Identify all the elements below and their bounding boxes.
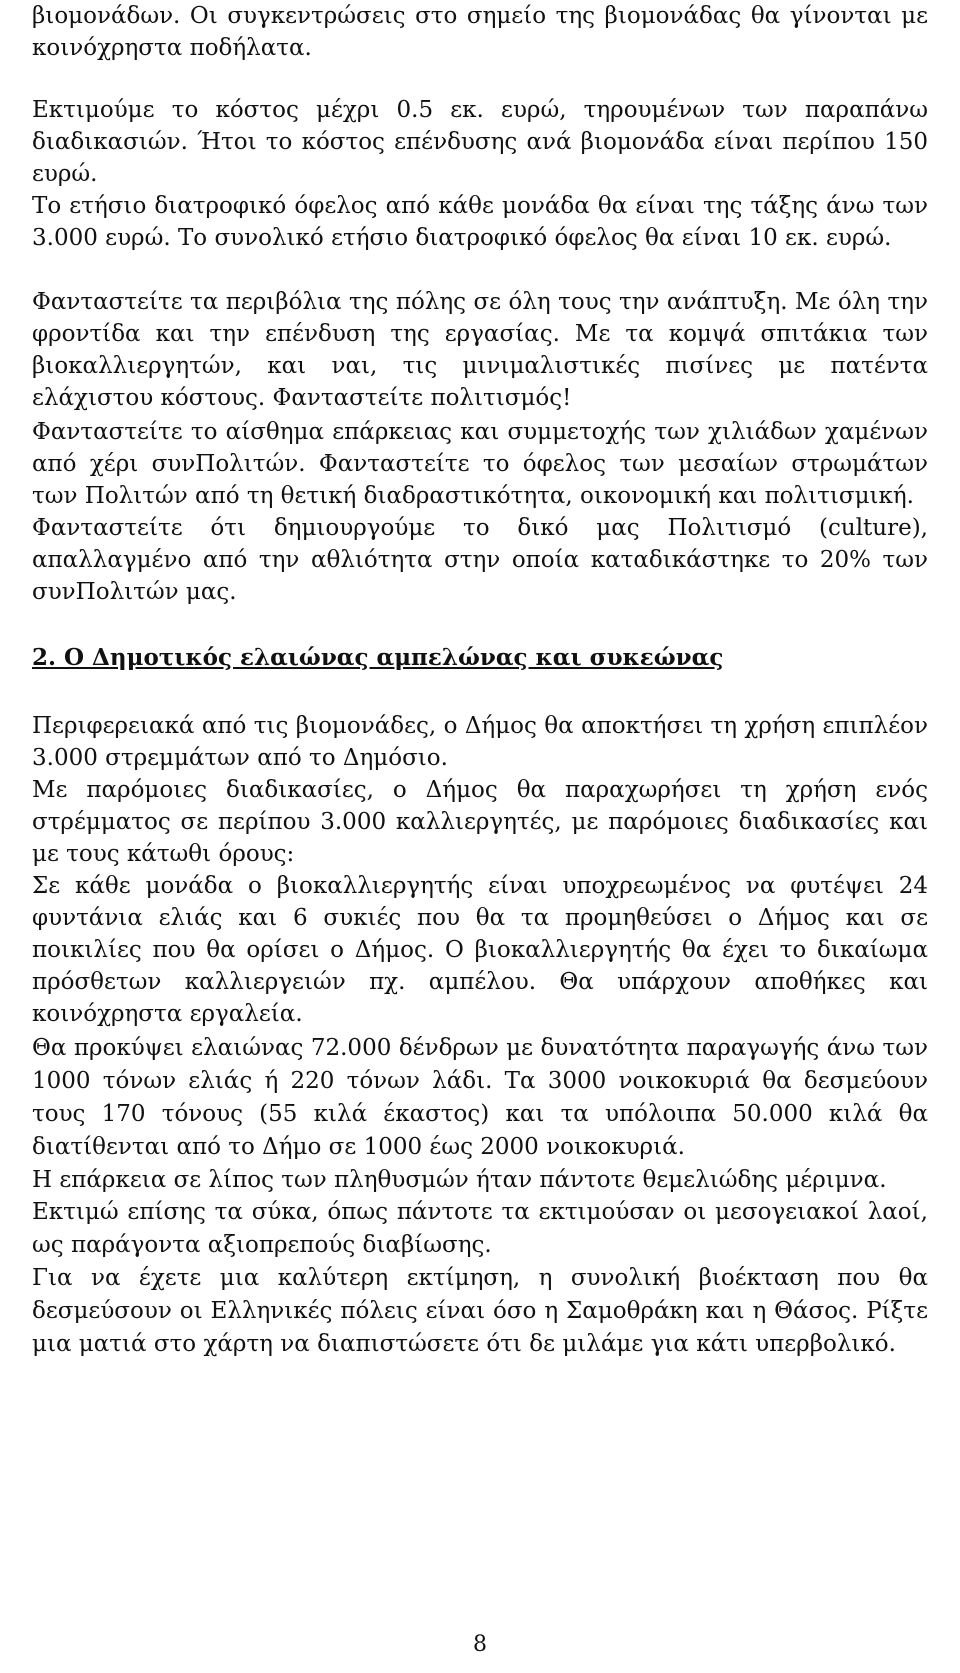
paragraph-figs: Εκτιμώ επίσης τα σύκα, όπως πάντοτε τα εκτιμούσαν οι μεσογειακοί λαοί, ως παράγοντα αξιοπρεπούς διαβίωσης.	[32, 1199, 928, 1258]
paragraph-terms-intro: Με παρόμοιες διαδικασίες, ο Δήμος θα παραχωρήσει τη χρήση ενός στρέμματος σε περίπου 3.000 καλλιεργητές, με παρόμοιες διαδικασίες και με τους κάτωθι όρους:	[32, 777, 928, 867]
paragraph-bike-sharing: βιομονάδων. Οι συγκεντρώσεις στο σημείο της βιομονάδας θα γίνονται με κοινόχρηστα ποδήλατα.	[32, 3, 928, 61]
paragraph-bio-area: Για να έχετε μια καλύτερη εκτίμηση, η συνολική βιοέκταση που θα δεσμεύσουν οι Ελληνικές πόλεις είναι όσο η Σαμοθράκη και η Θάσος. Ρίξτε μια ματιά στο χάρτη να διαπιστώσετε ότι δε μιλάμε για κάτι υπερβολικό.	[32, 1265, 928, 1357]
page-number: 8	[473, 1632, 487, 1657]
paragraph-planting-obligation: Σε κάθε μονάδα ο βιοκαλλιεργητής είναι υποχρεωμένος να φυτέψει 24 φυντάνια ελιάς και 6 συκιές που θα τα προμηθεύσει ο Δήμος και σε ποικιλίες που θα ορίσει ο Δήμος. Ο βιοκαλλιεργητής θα έχει το δικαίωμα πρόσθετων καλλιεργειών πχ. αμπέλου. Θα υπάρχουν αποθήκες και κοινόχρηστα εργαλεία.	[32, 873, 928, 1027]
paragraph-imagine-culture: Φανταστείτε ότι δημιουργούμε το δικό μας Πολιτισμό (culture), απαλλαγμένο από την αθλιότητα στην οποία καταδικάστηκε το 20% των συνΠολιτών μας.	[32, 515, 928, 605]
section-heading: 2. Ο Δημοτικός ελαιώνας αμπελώνας και συκεώνας	[32, 644, 724, 671]
paragraph-additional-land: Περιφερειακά από τις βιομονάδες, ο Δήμος θα αποκτήσει τη χρήση επιπλέον 3.000 στρεμμάτων από το Δημόσιο.	[32, 713, 928, 771]
paragraph-investment-cost: Εκτιμούμε το κόστος μέχρι 0.5 εκ. ευρώ, τηρουμένων των παραπάνω διαδικασιών. Ήτοι το κόστος επένδυσης ανά βιομονάδα είναι περίπου 150 ευρώ.	[32, 97, 928, 187]
paragraph-olive-production: Θα προκύψει ελαιώνας 72.000 δένδρων με δυνατότητα παραγωγής άνω των 1000 τόνων ελιάς ή 220 τόνων λάδι. Τα 3000 νοικοκυριά θα δεσμεύουν τους 170 τόνους (55 κιλά έκαστος) και τα υπόλοιπα 50.000 κιλά θα διατίθενται από το Δήμο σε 1000 έως 2000 νοικοκυριά.	[32, 1035, 928, 1160]
paragraph-imagine-sufficiency: Φανταστείτε το αίσθημα επάρκειας και συμμετοχής των χιλιάδων χαμένων από χέρι συνΠολιτών. Φανταστείτε το όφελος των μεσαίων στρωμάτων των Πολιτών από τη θετική διαδραστικότητα, οικονομική και πολιτισμική.	[32, 419, 928, 509]
paragraph-annual-benefit: Το ετήσιο διατροφικό όφελος από κάθε μονάδα θα είναι της τάξης άνω των 3.000 ευρώ. Το συνολικό ετήσιο διατροφικό όφελος θα είναι 10 εκ. ευρώ.	[32, 193, 928, 251]
paragraph-imagine-gardens: Φανταστείτε τα περιβόλια της πόλης σε όλη τους την ανάπτυξη. Με όλη την φροντίδα και την επένδυση της εργασίας. Με τα κομψά σπιτάκια των βιοκαλλιεργητών, και ναι, τις μινιμαλιστικές πισίνες με πατέντα ελάχιστου κόστους. Φανταστείτε πολιτισμός!	[32, 289, 928, 411]
paragraph-fat-sufficiency: Η επάρκεια σε λίπος των πληθυσμών ήταν πάντοτε θεμελιώδης μέριμνα.	[32, 1167, 887, 1193]
